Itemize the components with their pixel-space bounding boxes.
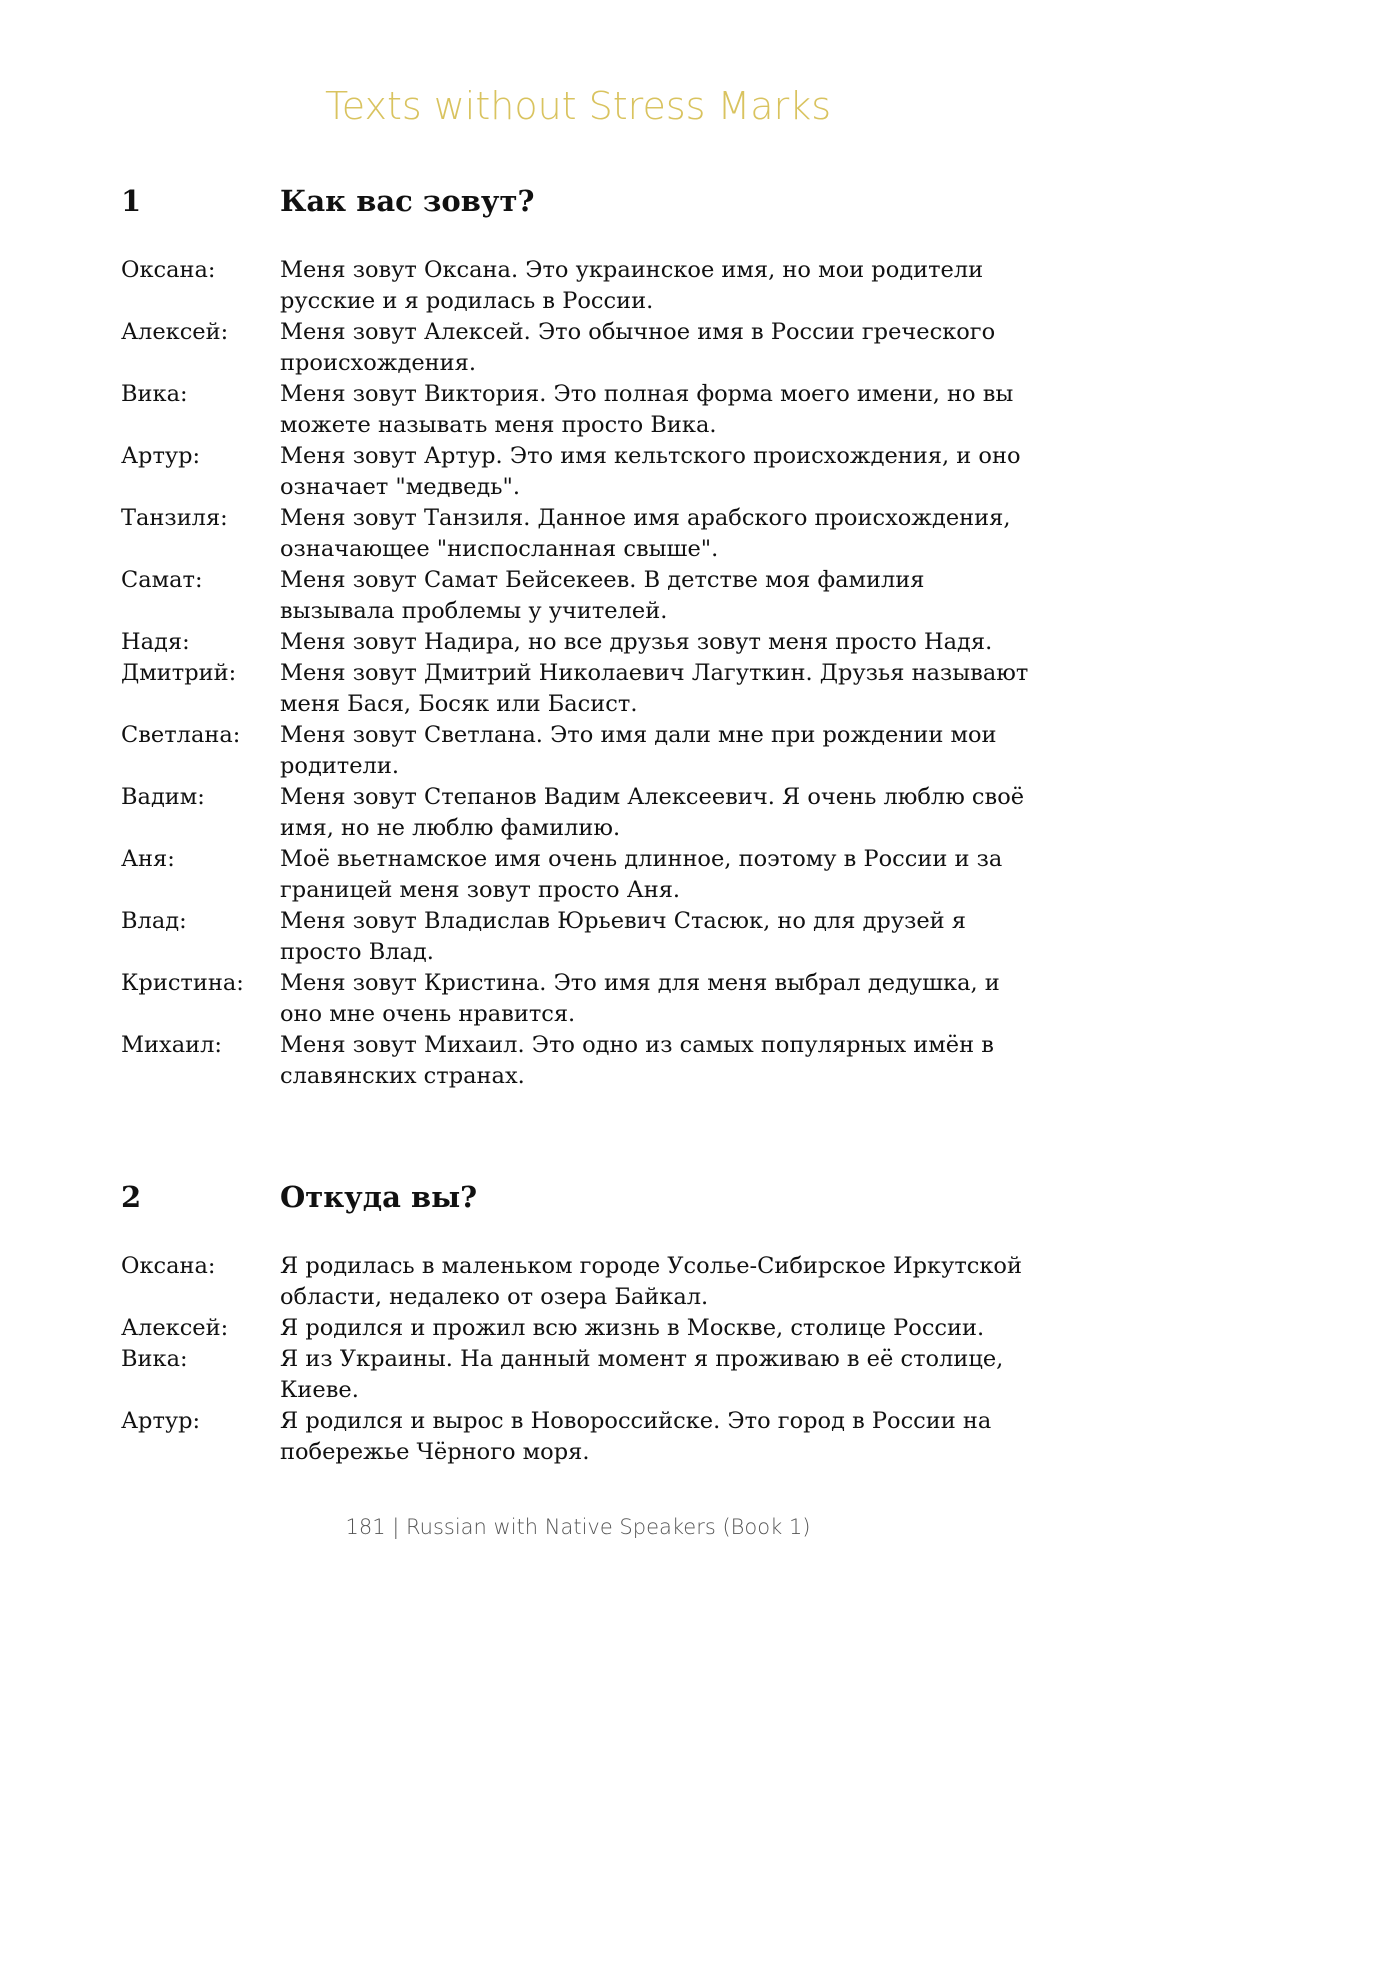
dialogue-entry [121, 844, 1041, 906]
speaker-name: Светлана: [121, 722, 241, 748]
dialogue-text: Я родился и вырос в Новороссийске. Это город в России на побережье Чёрного моря. [280, 1408, 992, 1465]
speaker-name: Артур: [121, 443, 201, 469]
section-title: Откуда вы? [280, 1180, 478, 1214]
speaker-name: Алексей: [121, 319, 229, 345]
dialogue-entry [121, 317, 1041, 379]
dialogue-text: Меня зовут Оксана. Это украинское имя, но мои родители русские и я родилась в России. [280, 257, 984, 314]
dialogue-list [121, 255, 1041, 1092]
dialogue-entry [121, 627, 1041, 658]
section-title: Как вас зовут? [280, 184, 535, 218]
dialogue-text: Меня зовут Степанов Вадим Алексеевич. Я очень люблю своё имя, но не люблю фамилию. [280, 784, 1025, 841]
dialogue-text: Меня зовут Надира, но все друзья зовут меня просто Надя. [280, 629, 993, 655]
dialogue-entry [121, 1251, 1041, 1313]
section-1 [121, 181, 1041, 1092]
page-title: Texts without Stress Marks [324, 84, 832, 128]
speaker-name: Оксана: [121, 1253, 216, 1279]
dialogue-text: Я родился и прожил всю жизнь в Москве, столице России. [280, 1315, 985, 1341]
speaker-name: Танзиля: [121, 505, 228, 531]
dialogue-text: Я из Украины. На данный момент я проживаю в её столице, Киеве. [280, 1346, 1004, 1403]
section-heading [121, 1177, 1041, 1217]
dialogue-entry [121, 255, 1041, 317]
dialogue-entry [121, 503, 1041, 565]
speaker-name: Оксана: [121, 257, 216, 283]
dialogue-entry [121, 906, 1041, 968]
speaker-name: Дмитрий: [121, 660, 237, 686]
dialogue-text: Меня зовут Кристина. Это имя для меня выбрал дедушка, и оно мне очень нравится. [280, 970, 1000, 1027]
speaker-name: Кристина: [121, 970, 244, 996]
dialogue-entry [121, 1030, 1041, 1092]
dialogue-text: Меня зовут Алексей. Это обычное имя в России греческого происхождения. [280, 319, 996, 376]
speaker-name: Алексей: [121, 1315, 229, 1341]
speaker-name: Самат: [121, 567, 203, 593]
dialogue-text: Меня зовут Самат Бейсекеев. В детстве моя фамилия вызывала проблемы у учителей. [280, 567, 925, 624]
section-heading [121, 181, 1041, 221]
speaker-name: Артур: [121, 1408, 201, 1434]
dialogue-list [121, 1251, 1041, 1468]
speaker-name: Влад: [121, 908, 187, 934]
speaker-name: Аня: [121, 846, 175, 872]
dialogue-text: Меня зовут Артур. Это имя кельтского происхождения, и оно означает "медведь". [280, 443, 1021, 500]
speaker-name: Вика: [121, 381, 188, 407]
dialogue-entry [121, 968, 1041, 1030]
dialogue-entry [121, 658, 1041, 720]
dialogue-entry [121, 720, 1041, 782]
section-number: 1 [121, 184, 142, 218]
dialogue-entry [121, 565, 1041, 627]
dialogue-entry [121, 1406, 1041, 1468]
dialogue-entry [121, 782, 1041, 844]
dialogue-text: Я родилась в маленьком городе Усолье-Сибирское Иркутской области, недалеко от озера Байкал. [280, 1253, 1022, 1310]
dialogue-text: Меня зовут Дмитрий Николаевич Лагуткин. Друзья называют меня Бася, Босяк или Басист. [280, 660, 1029, 717]
section-2 [121, 1177, 1041, 1468]
dialogue-entry [121, 379, 1041, 441]
dialogue-entry [121, 441, 1041, 503]
dialogue-text: Меня зовут Виктория. Это полная форма моего имени, но вы можете называть меня просто Вика. [280, 381, 1014, 438]
dialogue-text: Меня зовут Михаил. Это одно из самых популярных имён в славянских странах. [280, 1032, 994, 1089]
dialogue-entry [121, 1344, 1041, 1406]
dialogue-entry [121, 1313, 1041, 1344]
speaker-name: Надя: [121, 629, 190, 655]
dialogue-text: Меня зовут Владислав Юрьевич Стасюк, но для друзей я просто Влад. [280, 908, 966, 965]
page-footer: 181 | Russian with Native Speakers (Book 1) [345, 1515, 811, 1539]
speaker-name: Вадим: [121, 784, 205, 810]
dialogue-text: Меня зовут Светлана. Это имя дали мне при рождении мои родители. [280, 722, 997, 779]
speaker-name: Михаил: [121, 1032, 223, 1058]
dialogue-text: Меня зовут Танзиля. Данное имя арабского происхождения, означающее "ниспосланная свыше". [280, 505, 1011, 562]
speaker-name: Вика: [121, 1346, 188, 1372]
section-number: 2 [121, 1180, 142, 1214]
dialogue-text: Моё вьетнамское имя очень длинное, поэтому в России и за границей меня зовут просто Аня. [280, 846, 1003, 903]
